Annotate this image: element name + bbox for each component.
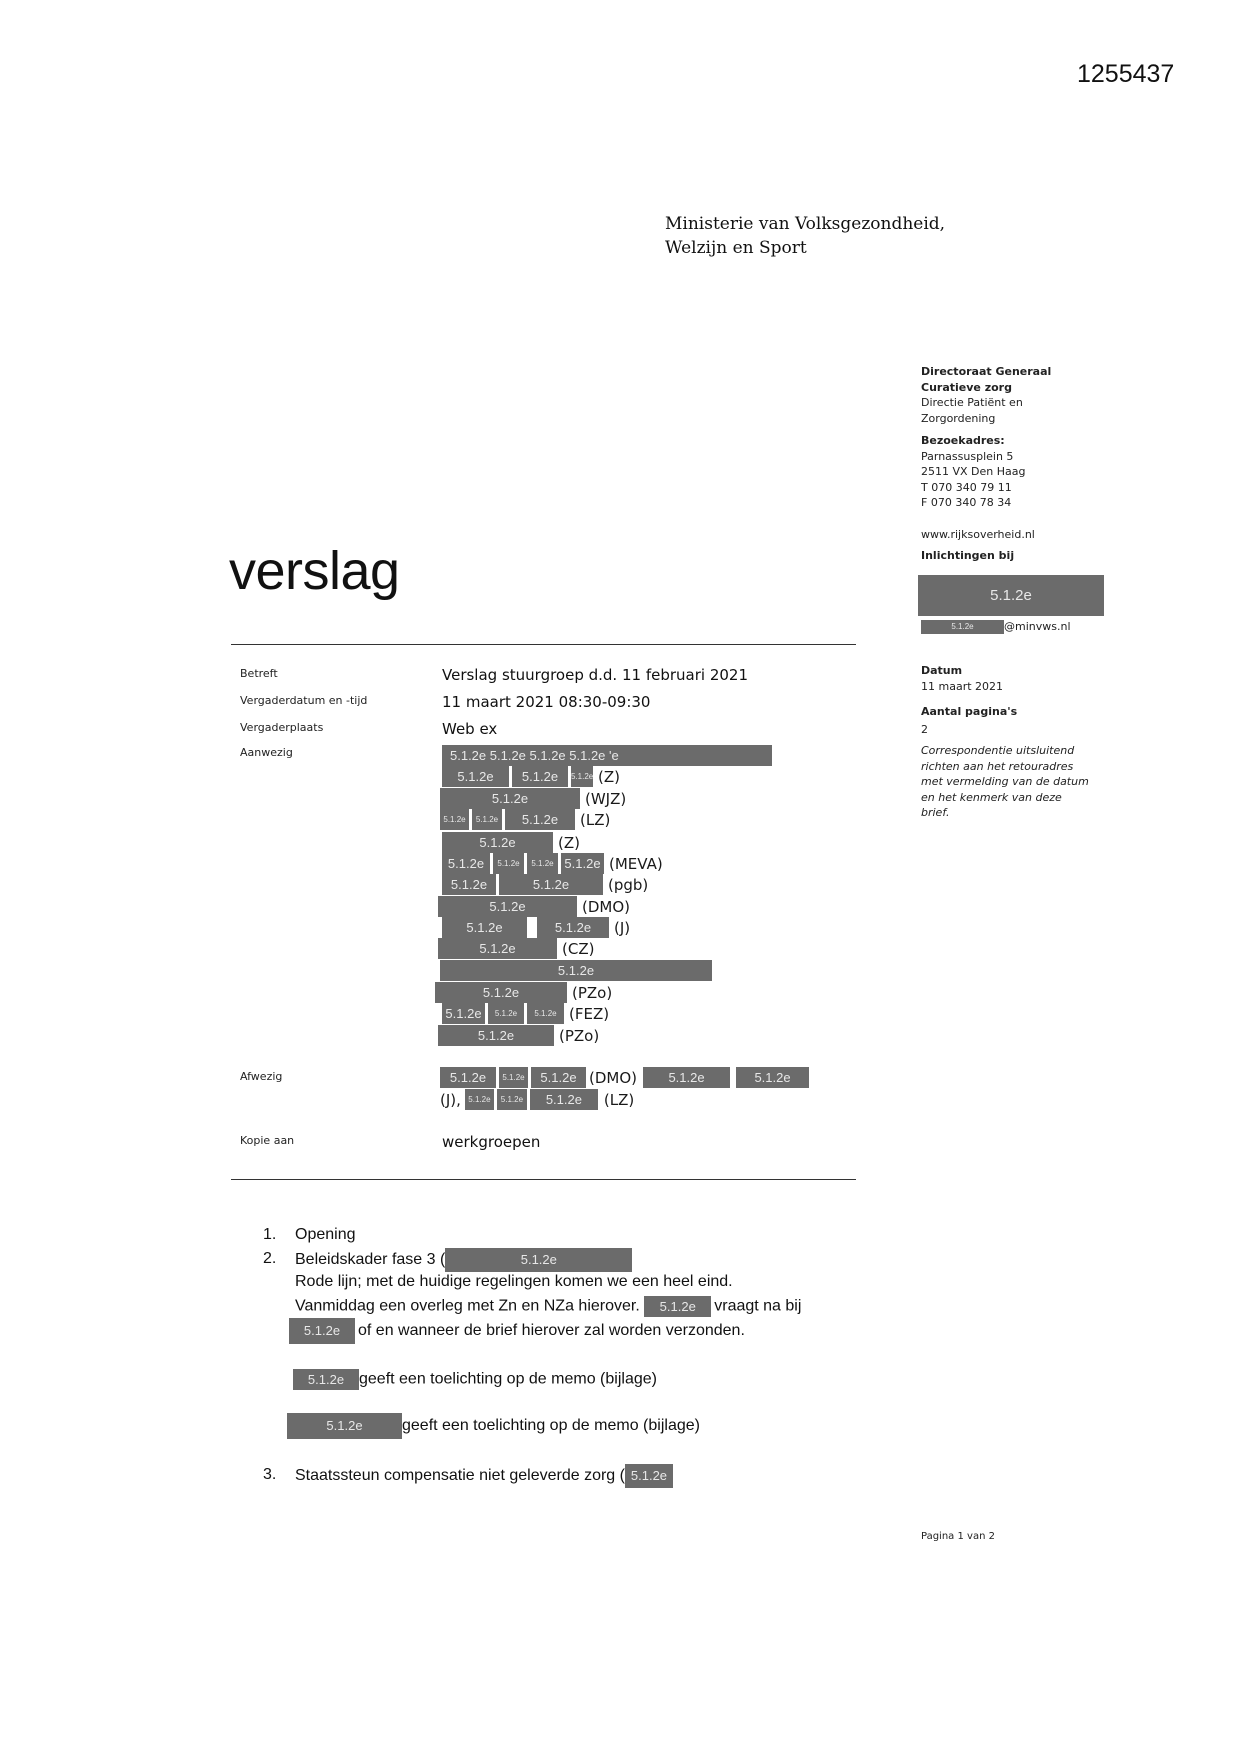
afwezig-dmo: (DMO)	[589, 1068, 638, 1087]
agenda-item-opening: Opening	[295, 1226, 356, 1243]
redaction: 5.1.2e	[287, 1413, 402, 1439]
paragraph-toelichting-1-text: geeft een toelichting op de memo (bijlage)	[359, 1370, 657, 1388]
afwezig-j: (J),	[440, 1090, 461, 1109]
department-code: (MEVA)	[609, 854, 663, 873]
agenda-item-staatssteun	[295, 1464, 676, 1488]
redaction: 5.1.2e	[505, 809, 575, 830]
agenda-item-beleidskader-text: Beleidskader fase 3 (	[295, 1251, 446, 1269]
sidebar-email-suffix: @minvws.nl	[1004, 620, 1071, 633]
agenda-item-staatssteun-text: Staatssteun compensatie niet geleverde zorg (	[295, 1467, 625, 1485]
sidebar-note-5: brief.	[921, 806, 950, 819]
redaction: 5.1.2e	[643, 1067, 730, 1088]
sidebar-bezoek-label: Bezoekadres:	[921, 434, 1005, 447]
ministry-logo-text	[665, 212, 945, 260]
sidebar-address-1: Parnassusplein 5	[921, 449, 1014, 463]
aanwezig-row	[440, 788, 626, 809]
aanwezig-row	[442, 1003, 609, 1024]
divider-bottom	[231, 1179, 856, 1180]
aanwezig-row	[442, 766, 620, 787]
redaction: 5.1.2e	[435, 982, 567, 1003]
aanwezig-row	[438, 1025, 599, 1046]
label-aanwezig: Aanwezig	[240, 746, 293, 759]
redaction: 5.1.2e	[625, 1464, 673, 1488]
label-afwezig: Afwezig	[240, 1070, 283, 1083]
aanwezig-row	[442, 745, 775, 766]
redaction: 5.1.2e	[561, 853, 604, 874]
department-code: (LZ)	[580, 810, 611, 829]
value-kopie: werkgroepen	[442, 1133, 541, 1151]
redaction: 5.1.2e	[465, 1089, 494, 1110]
aanwezig-row	[442, 874, 648, 895]
redaction: 5.1.2e	[530, 1089, 598, 1110]
separator	[530, 917, 534, 938]
sidebar-note-2: richten aan het retouradres	[921, 759, 1074, 773]
redaction: 5.1.2e	[497, 1089, 527, 1110]
paragraph-toelichting-1	[293, 1369, 657, 1390]
redaction: 5.1.2e	[442, 853, 490, 874]
redaction: 5.1.2e	[440, 788, 580, 809]
department-code: (J)	[614, 918, 631, 937]
label-betreft: Betreft	[240, 667, 278, 680]
department-code: (Z)	[598, 767, 620, 786]
sidebar-colofon	[921, 364, 1051, 564]
redaction: 5.1.2e	[438, 1025, 554, 1046]
paragraph-overleg-text: Vanmiddag een overleg met Zn en NZa hierover.	[295, 1297, 640, 1315]
department-code: (DMO)	[582, 897, 631, 916]
department-code: (PZo)	[572, 983, 613, 1002]
paragraph-rode-lijn: Rode lijn; met de huidige regelingen komen we een heel eind.	[295, 1273, 733, 1290]
department-code: (WJZ)	[585, 789, 627, 808]
department-code: (pgb)	[608, 875, 649, 894]
paragraph-overleg-text-2: vraagt na bij	[714, 1297, 802, 1315]
redaction: 5.1.2e	[493, 853, 524, 874]
redaction: 5.1.2e	[527, 1003, 564, 1024]
aanwezig-row	[438, 896, 630, 917]
agenda-item-beleidskader	[295, 1248, 635, 1272]
paragraph-brief	[289, 1318, 745, 1344]
aanwezig-row	[435, 982, 612, 1003]
sidebar-meta	[921, 663, 1089, 821]
sidebar-note-1: Correspondentie uitsluitend	[921, 744, 1075, 757]
redaction: 5.1.2e	[445, 1248, 632, 1272]
divider-top	[231, 644, 856, 645]
sidebar-datum-value: 11 maart 2021	[921, 679, 1004, 693]
sidebar-datum-label: Datum	[921, 664, 963, 677]
aanwezig-row	[442, 832, 580, 853]
afwezig-row-2	[440, 1089, 634, 1110]
redaction: 5.1.2e	[527, 853, 558, 874]
sidebar-note-4: en het kenmerk van deze	[921, 790, 1062, 804]
redaction: 5.1.2e	[438, 938, 557, 959]
paragraph-toelichting-2-text: geeft een toelichting op de memo (bijlage)	[402, 1417, 700, 1435]
paragraph-brief-text: of en wanneer de brief hierover zal worden verzonden.	[358, 1322, 745, 1340]
redaction: 5.1.2e 5.1.2e 5.1.2e 5.1.2e 'e	[442, 745, 772, 766]
redaction: 5.1.2e	[644, 1296, 711, 1317]
redaction: 5.1.2e	[571, 766, 593, 787]
department-code: (FEZ)	[569, 1004, 610, 1023]
department-code: (PZo)	[559, 1026, 600, 1045]
redaction: 5.1.2e	[442, 874, 496, 895]
redaction-contact-name: 5.1.2e	[918, 575, 1104, 616]
department-code: (CZ)	[562, 939, 595, 958]
sidebar-info-label: Inlichtingen bij	[921, 549, 1015, 562]
afwezig-row-1	[440, 1067, 812, 1088]
agenda-number-2: 2.	[263, 1250, 277, 1267]
redaction: 5.1.2e	[289, 1318, 355, 1344]
redaction: 5.1.2e	[442, 766, 509, 787]
redaction: 5.1.2e	[736, 1067, 809, 1088]
redaction: 5.1.2e	[438, 896, 577, 917]
value-betreft: Verslag stuurgroep d.d. 11 februari 2021	[442, 666, 748, 684]
department-code: (Z)	[558, 833, 580, 852]
document-title: verslag	[229, 541, 400, 601]
sidebar-note-3: met vermelding van de datum	[921, 775, 1089, 788]
redaction: 5.1.2e	[440, 809, 469, 830]
aanwezig-row	[440, 809, 610, 830]
document-number: 1255437	[1077, 60, 1175, 88]
sidebar-address-2: 2511 VX Den Haag	[921, 465, 1026, 478]
redaction: 5.1.2e	[472, 809, 502, 830]
label-vergaderdatum: Vergaderdatum en -tijd	[240, 694, 368, 707]
paragraph-overleg	[295, 1296, 801, 1317]
redaction: 5.1.2e	[442, 832, 553, 853]
ministry-line-1: Ministerie van Volksgezondheid,	[665, 214, 946, 234]
redaction: 5.1.2e	[512, 766, 568, 787]
value-vergaderdatum: 11 maart 2021 08:30-09:30	[442, 693, 651, 711]
redaction: 5.1.2e	[440, 960, 712, 981]
redaction: 5.1.2e	[442, 1003, 485, 1024]
redaction: 5.1.2e	[293, 1369, 359, 1390]
aanwezig-row	[438, 938, 594, 959]
sidebar-telephone: T 070 340 79 11	[921, 480, 1012, 494]
redaction: 5.1.2e	[488, 1003, 524, 1024]
label-vergaderplaats: Vergaderplaats	[240, 721, 324, 734]
sidebar-fax: F 070 340 78 34	[921, 496, 1012, 509]
redaction: 5.1.2e	[531, 1067, 586, 1088]
sidebar-pages-value: 2	[921, 722, 928, 736]
afwezig-lz: (LZ)	[603, 1090, 635, 1109]
sidebar-email	[921, 619, 1071, 635]
agenda-number-3: 3.	[263, 1466, 277, 1483]
redaction: 5.1.2e	[442, 917, 527, 938]
redaction: 5.1.2e	[921, 620, 1004, 634]
sidebar-dir-1: Directie Patiënt en	[921, 396, 1023, 409]
label-kopie: Kopie aan	[240, 1134, 295, 1147]
aanwezig-row	[440, 960, 715, 981]
redaction: 5.1.2e	[499, 1067, 528, 1088]
aanwezig-row	[442, 853, 663, 874]
redaction: 5.1.2e	[499, 874, 603, 895]
agenda-number-1: 1.	[263, 1226, 277, 1243]
aanwezig-row	[442, 917, 630, 938]
sidebar-website: www.rijksoverheid.nl	[921, 527, 1035, 541]
page-number: Pagina 1 van 2	[921, 1531, 995, 1542]
sidebar-pages-label: Aantal pagina's	[921, 705, 1018, 718]
sidebar-dg-1: Directoraat Generaal	[921, 365, 1052, 378]
sidebar-dir-2: Zorgordening	[921, 411, 996, 425]
redaction: 5.1.2e	[537, 917, 609, 938]
paragraph-toelichting-2	[287, 1413, 700, 1439]
redaction: 5.1.2e	[440, 1067, 496, 1088]
ministry-line-2: Welzijn en Sport	[665, 238, 807, 258]
sidebar-dg-2: Curatieve zorg	[921, 380, 1012, 394]
value-vergaderplaats: Web ex	[442, 720, 498, 738]
